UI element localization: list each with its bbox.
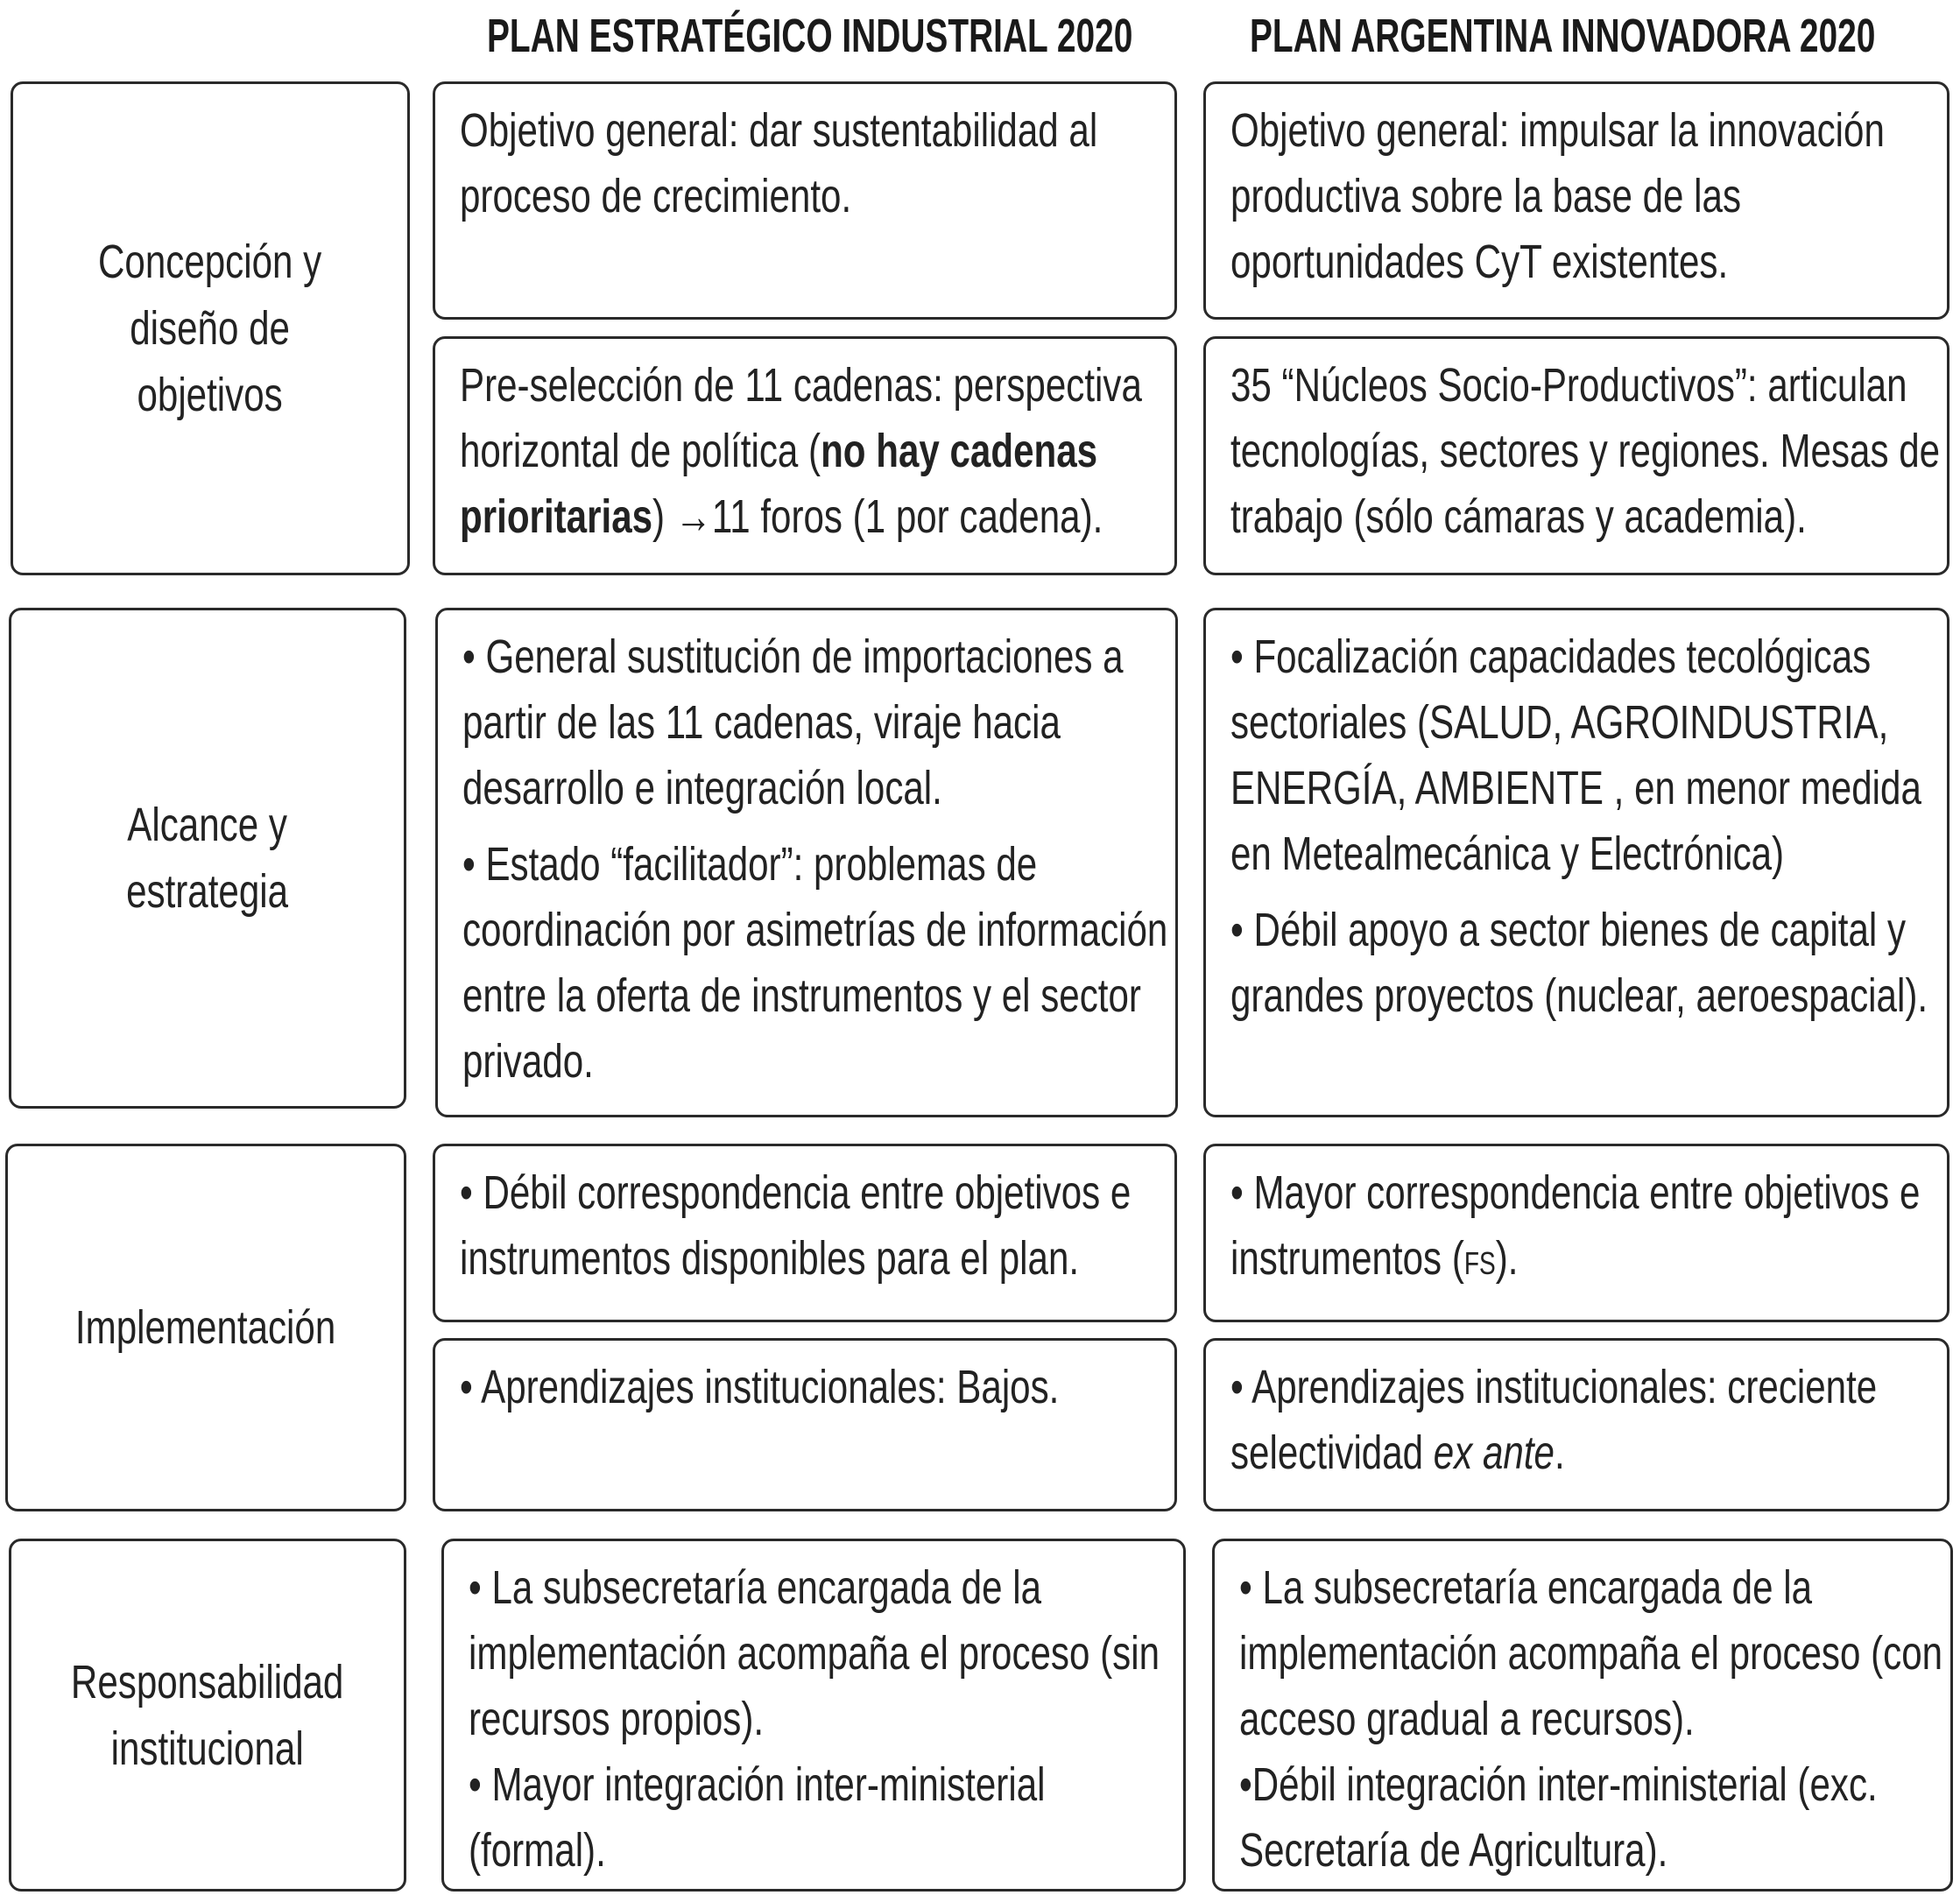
cell-pei-correspondencia [433, 1144, 1177, 1322]
cell-pei-cadenas-text [460, 353, 1177, 550]
row-label-concepcion [11, 81, 410, 575]
text-small-part: FS [1463, 1245, 1496, 1281]
cell-pai-responsabilidad-text [1239, 1555, 1953, 1884]
list-item: • La subsecretaría encargada de la implementación acompaña el proceso (con acceso gradual a recursos). [1239, 1561, 1943, 1745]
text-bold-part: no hay cadenas prioritarias [460, 425, 1098, 543]
list-item: • Estado “facilitador”: problemas de coordinación por asimetrías de información entre la oferta de instrumentos y el sector privado. [462, 838, 1168, 1088]
row-label-responsabilidad-text: Responsabilidad institucional [71, 1655, 344, 1775]
row-label-responsabilidad [9, 1539, 406, 1891]
cell-pei-responsabilidad-text [469, 1555, 1186, 1884]
cell-pei-cadenas [433, 336, 1177, 575]
row-label-concepcion-text: Concepción y diseño de objetivos [98, 236, 322, 421]
text-part: ). [1495, 1232, 1519, 1285]
cell-pei-aprendizajes [433, 1338, 1177, 1511]
text-italic-part: ex ante [1433, 1427, 1555, 1479]
list-item: • Focalización capacidades tecológicas sectoriales (SALUD, AGROINDUSTRIA, ENERGÍA, AMBIENTE , en menor medida en Metealmecánica y Electrónica) [1230, 630, 1921, 880]
text-part: • Mayor correspondencia entre objetivos e instrumentos ( [1230, 1166, 1921, 1285]
cell-pei-alcance [435, 608, 1178, 1117]
cell-pei-objetivo-general-text: Objetivo general: dar sustentabilidad al proceso de crecimiento. [460, 104, 1098, 222]
cell-pai-alcance [1203, 608, 1949, 1117]
cell-pai-nucleos [1203, 336, 1949, 575]
cell-pai-objetivo-general [1203, 81, 1949, 320]
list-item: •Débil integración inter-ministerial (exc. Secretaría de Agricultura). [1239, 1758, 1878, 1877]
cell-pai-nucleos-text: 35 “Núcleos Socio-Productivos”: articulan tecnologías, sectores y regiones. Mesas de trabajo (sólo cámaras y academia). [1230, 359, 1941, 543]
row-label-implementacion-text: Implementación [75, 1301, 336, 1354]
cell-pai-objetivo-general-text: Objetivo general: impulsar la innovación productiva sobre la base de las oportunidades CyT existentes. [1230, 104, 1885, 288]
text-part: • Aprendizajes institucionales: creciente selectividad [1230, 1361, 1878, 1479]
cell-pei-objetivo-general [433, 81, 1177, 320]
cell-pai-responsabilidad [1212, 1539, 1953, 1891]
text-part: . [1554, 1427, 1565, 1479]
cell-pei-responsabilidad [441, 1539, 1186, 1891]
cell-pai-correspondencia-text [1230, 1160, 1948, 1296]
row-label-implementacion [5, 1144, 406, 1511]
list-item: • General sustitución de importaciones a partir de las 11 cadenas, viraje hacia desarrollo e integración local. [462, 630, 1124, 814]
list-item: • La subsecretaría encargada de la implementación acompaña el proceso (sin recursos propios). [469, 1561, 1160, 1745]
row-label-alcance [9, 608, 406, 1109]
list-item: • Débil apoyo a sector bienes de capital y grandes proyectos (nuclear, aeroespacial). [1230, 904, 1928, 1022]
cell-pai-correspondencia [1203, 1144, 1949, 1322]
text-part: Pre-selección de 11 cadenas: perspectiva horizontal de política ( [460, 359, 1142, 477]
list-item: • Mayor integración inter-ministerial (formal). [469, 1758, 1046, 1877]
cell-pei-correspondencia-text: • Débil correspondencia entre objetivos e instrumentos disponibles para el plan. [460, 1166, 1132, 1285]
header-plan-estrategico: PLAN ESTRATÉGICO INDUSTRIAL 2020 [487, 10, 1133, 62]
text-part: ) →11 foros (1 por cadena). [652, 490, 1103, 543]
cell-pei-aprendizajes-text: • Aprendizajes institucionales: Bajos. [460, 1361, 1060, 1413]
cell-pai-alcance-text [1230, 624, 1948, 1029]
header-plan-argentina: PLAN ARGENTINA INNOVADORA 2020 [1250, 10, 1876, 62]
cell-pai-aprendizajes [1203, 1338, 1949, 1511]
cell-pei-alcance-text [462, 624, 1178, 1095]
cell-pai-aprendizajes-text [1230, 1355, 1948, 1486]
row-label-alcance-text: Alcance y estrategia [126, 799, 289, 918]
